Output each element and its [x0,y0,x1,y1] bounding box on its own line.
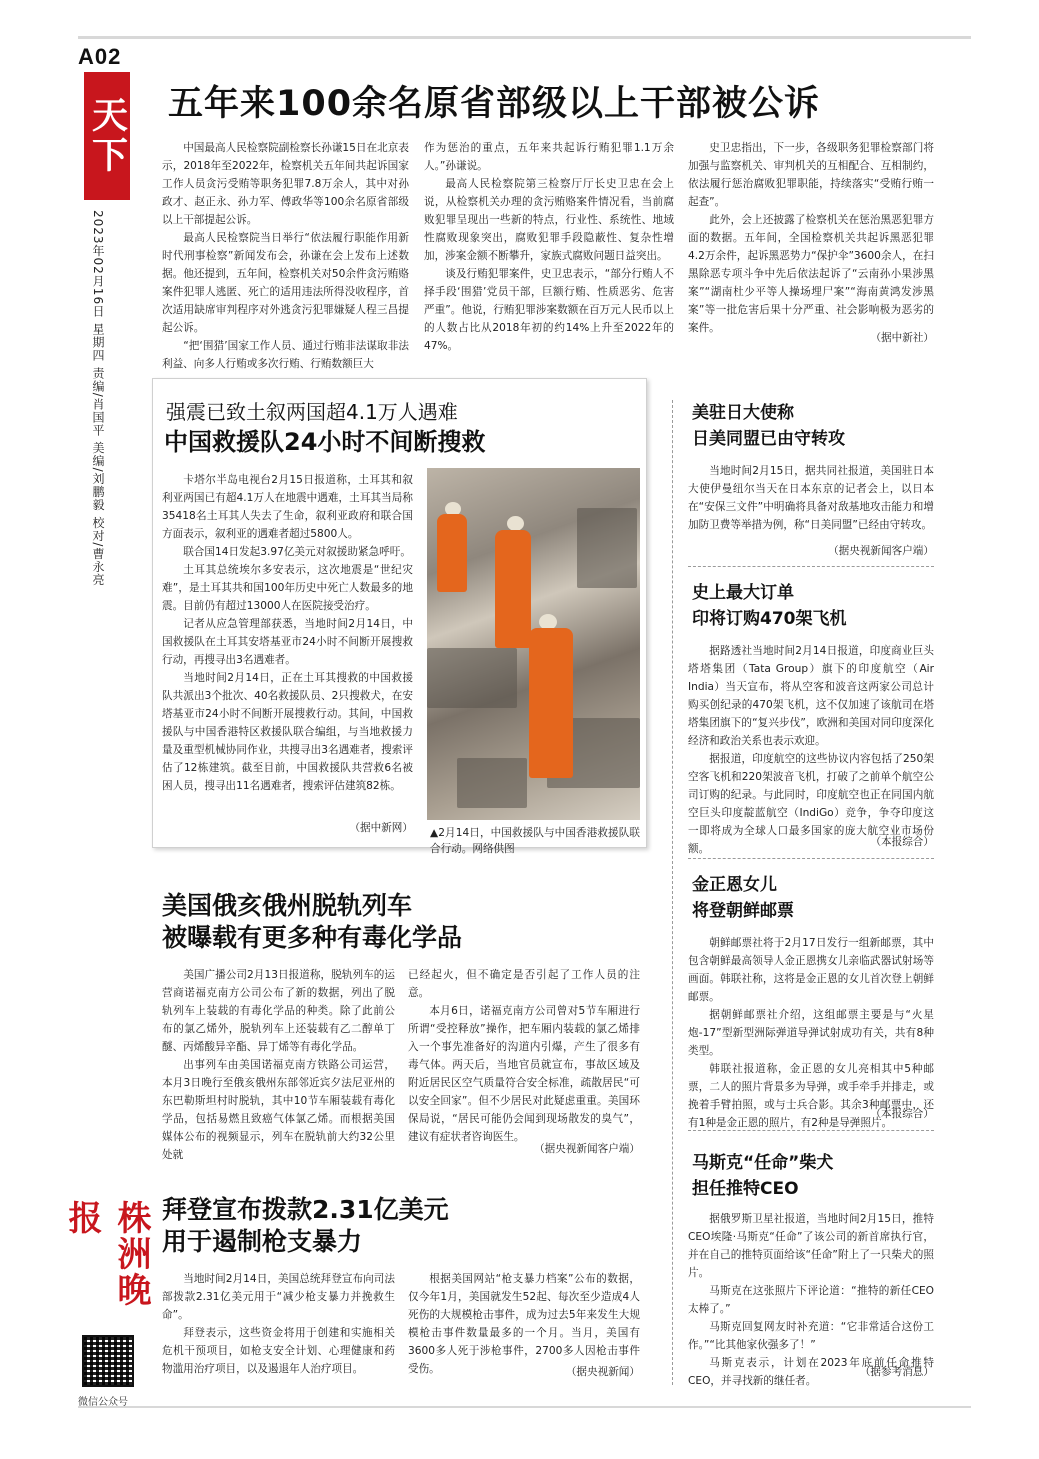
side-1-headline-1: 美驻日大使称 [692,403,794,423]
rescue-source: （据中新网） [349,822,413,834]
lead-paragraph: 最高人民检察院第三检察厅厅长史卫忠在会上说，从检察机关办理的贪污贿赂案件情况看，当前腐败犯罪呈现出一些新的特点，行业性、系统性、地域性腐败现象突出，腐败犯罪手段隐蔽性、复杂性增加，涉案金额不断攀升，家族式腐败问题日益突出。 [424,178,674,262]
lead-paragraph: 谈及行贿犯罪案件，史卫忠表示，“部分行贿人不择手段‘围猎’党员干部，巨额行贿、性质恶劣、危害严重”。他说，行贿犯罪涉案数额在百万元人民币以上的人数占比从2018年初的约14%上升至2022年的47%。 [424,268,674,352]
rescue-paragraph: 联合国14日发起3.97亿美元对叙援助紧急呼吁。 [183,546,411,558]
side-3-body [688,934,934,1132]
side-1-body [688,462,934,534]
lead-paragraph: 中国最高人民检察院副检察长孙谦15日在北京表示，2018年至2022年，检察机关五年间共起诉国家工作人员贪污受贿等职务犯罪7.8万余人，其中对孙政才、赵正永、孙力军、傅政华等100余名原省部级以上干部提起公诉。 [162,142,409,226]
lead-col-1 [162,139,409,373]
side-4-body [688,1210,934,1390]
side-paragraph: 据报道，印度航空的这些协议内容包括了250架空客飞机和220架波音飞机，打破了之前单个航空公司订购的纪录。与此同时，印度航空也正在同国内航空巨头印度靛蓝航空（IndiGo）竞争，争夺印度这一即将成为全球人口最多国家的庞大航空业市场份额。 [688,753,934,855]
train-paragraph: 美国广播公司2月13日报道称，脱轨列车的运营商诺福克南方公司公布了新的数据，列出了脱轨列车上装载的有毒化学品的种类。除了此前公布的氯乙烯外，脱轨列车上还装载有乙二醇单丁醚、丙烯酸异辛酯、异丁烯等有毒化学品。 [162,969,395,1053]
rescue-headline: 中国救援队24小时不间断搜救 [164,428,486,456]
lead-paragraph: 作为惩治的重点，五年来共起诉行贿犯罪1.1万余人。”孙谦说。 [424,142,674,172]
section-label: 天下 [84,72,130,200]
side-divider [688,566,934,567]
train-paragraph: 本月6日，诺福克南方公司曾对5节车厢进行所谓“受控释放”操作，把车厢内装载的氯乙烯排入一个事先准备好的沟道内引爆，产生了很多有毒气体。两天后，当地官员就宣布，事故区域及附近居民区空气质量符合安全标准，疏散居民“可以安全回家”。但不少居民对此疑虑重重。美国环保局说，“居民可能仍会闻到现场散发的臭气”，建议有症状者咨询医生。 [408,1005,640,1143]
side-4-headline-2: 担任推特CEO [692,1179,799,1199]
rescue-paragraph: 土耳其总统埃尔多安表示，这次地震是“世纪灾难”，是土耳其共和国100年历史中死亡人数最多的地震。目前仍有超过13000人在医院接受治疗。 [162,564,413,612]
guns-source: （据央视新闻） [565,1366,640,1378]
page-number: A02 [78,44,122,69]
qr-label: 微信公众号 [78,1397,128,1408]
train-col-2 [408,966,640,1146]
side-paragraph: 据俄罗斯卫星社报道，当地时间2月15日，推特CEO埃隆·马斯克“任命”了该公司的新首席执行官，并在自己的推特页面给该“任命”附上了一只柴犬的照片。 [688,1213,934,1279]
bottom-rule [78,1406,971,1408]
side-paragraph: 马斯克回复网友时补充道：“它非常适合这份工作。”“比其他家伙强多了！” [688,1321,934,1351]
guns-col-2 [408,1270,640,1378]
issue-info: 2023年02月16日 星期四 责编/肖国平 美编/刘鹏毅 校对/曹永亮 [91,210,105,587]
train-paragraph: 已经起火，但不确定是否引起了工作人员的注意。 [408,969,640,999]
rescue-photo [427,468,640,820]
qr-code-icon[interactable] [82,1335,134,1387]
train-source: （据央视新闻客户端） [534,1143,640,1155]
rescue-paragraph: 卡塔尔半岛电视台2月15日报道称，土耳其和叙利亚两国已有超4.1万人在地震中遇难，土耳其当局称35418名土耳其人失去了生命，叙利亚政府和联合国方面表示，叙利亚的遇难者超过5800人。 [162,474,413,540]
side-paragraph: 马斯克表示，计划在2023年底前任命推特CEO，并寻找新的继任者。 [688,1357,934,1387]
lead-col-2 [424,139,674,355]
side-3-headline-2: 将登朝鲜邮票 [692,901,794,921]
lead-paragraph: “把‘围猎’国家工作人员、通过行贿非法谋取非法利益、向多人行贿或多次行贿、行贿数额巨大 [162,340,409,370]
side-2-headline-1: 史上最大订单 [692,583,794,603]
guns-paragraph: 当地时间2月14日，美国总统拜登宣布向司法部拨款2.31亿美元用于“减少枪支暴力并挽救生命”。 [162,1273,395,1321]
guns-col-1 [162,1270,395,1378]
side-paragraph: 朝鲜邮票社将于2月17日发行一组新邮票，其中包含朝鲜最高领导人金正恩携女儿亲临武器试射场等画面。韩联社称，这将是金正恩的女儿首次登上朝鲜邮票。 [688,937,934,1003]
rescue-paragraph: 当地时间2月14日，正在土耳其搜救的中国救援队共派出3个批次、40名救援队员、2只搜救犬，在安塔基亚市24小时不间断开展搜救行动。其间，中国救援队与中国香港特区救援队联合编组，与当地救援力量及重型机械协同作业，共搜寻出3名遇难者，搜索评估了12栋建筑。截至目前，中国救援队共营救6名被困人员，搜寻出11名遇难者，搜索评估建筑82栋。 [162,672,413,792]
train-headline-2: 被曝载有更多种有毒化学品 [162,923,463,952]
train-paragraph: 出事列车由美国诺福克南方铁路公司运营，本月3日晚行至俄亥俄州东部邻近宾夕法尼亚州的东巴勒斯坦村时脱轨，其中10节车厢装载有毒化学品，包括易燃且致癌气体氯乙烯。而根据美国媒体公布的视频显示，列车在脱轨前大约32公里处就 [162,1059,395,1161]
side-divider [688,858,934,859]
newspaper-logo: 株洲晚报 [62,1200,151,1308]
side-3-headline-1: 金正恩女儿 [692,875,777,895]
side-paragraph: 韩联社报道称，金正恩的女儿亮相其中5种邮票，二人的照片背景多为导弹，或手牵手并排走，或挽着手臂拍照，或与士兵合影。其余3种邮票中，还有1种是金正恩的照片，有2种是导弹照片。 [688,1063,934,1129]
side-divider [688,1130,934,1131]
side-paragraph: 当地时间2月15日，据共同社报道，美国驻日本大使伊曼纽尔当天在日本东京的记者会上，以日本在“安保三文件”中明确将具备对敌基地攻击能力和增加防卫费等举措为例，称“日美同盟”已经由守转攻。 [688,465,934,531]
side-2-body [688,642,934,858]
column-divider [672,400,673,1385]
side-3-source: （本报综合） [870,1108,934,1120]
train-headline-1: 美国俄亥俄州脱轨列车 [162,891,413,920]
top-rule [78,36,971,39]
guns-paragraph: 根据美国网站“枪支暴力档案”公布的数据，仅今年1月，美国就发生52起、每次至少造成4人死伤的大规模枪击事件，成为过去5年来发生大规模枪击事件数量最多的一个月。当月，美国有3600多人死于涉枪事件，2700多人因枪击事件受伤。 [408,1273,640,1375]
side-4-headline-1: 马斯克“任命”柴犬 [692,1153,834,1173]
side-1-source: （据央视新闻客户端） [828,545,934,557]
side-paragraph: 据路透社当地时间2月14日报道，印度商业巨头塔塔集团（Tata Group）旗下的印度航空（Air India）当天宣布，将从空客和波音这两家公司总计购买创纪录的470架飞机，这不仅加速了该航司在塔塔集团旗下的“复兴步伐”，欧洲和美国对同印度深化经济和政治关系也表示欢迎。 [688,645,934,747]
side-4-source: （据参考消息） [859,1366,934,1378]
rescue-kicker: 强震已致土叙两国超4.1万人遇难 [166,400,458,424]
rescue-body [162,471,413,795]
lead-paragraph: 最高人民检察院当日举行“依法履行职能作用新时代刑事检察”新闻发布会，孙谦在会上发布上述数据。他还提到，五年间，检察机关对50余件贪污贿赂案件犯罪人逃匿、死亡的适用违法所得没收程序，首次适用缺席审判程序对外逃贪污犯罪嫌疑人程三昌提起公诉。 [162,232,409,334]
guns-headline-1: 拜登宣布拨款2.31亿美元 [162,1195,449,1224]
side-paragraph: 据朝鲜邮票社介绍，这组邮票主要是与“火星炮-17”型新型洲际弹道导弹试射成功有关，共有8种类型。 [688,1009,934,1057]
lead-col-3 [688,139,934,337]
side-2-headline-2: 印将订购470架飞机 [692,609,847,629]
lead-paragraph: 史卫忠指出，下一步，各级职务犯罪检察部门将加强与监察机关、审判机关的互相配合、互相制约，依法履行惩治腐败犯罪职能，持续落实“受贿行贿一起查”。 [688,142,934,208]
side-paragraph: 马斯克在这张照片下评论道：“推特的新任CEO太棒了。” [688,1285,934,1315]
rescue-paragraph: 记者从应急管理部获悉，当地时间2月14日，中国救援队在土耳其安塔基亚市24小时不间断开展搜救行动，再搜寻出3名遇难者。 [162,618,413,666]
side-1-headline-2: 日美同盟已由守转攻 [692,429,845,449]
side-2-source: （本报综合） [870,836,934,848]
lead-source: （据中新社） [870,332,934,344]
train-col-1 [162,966,395,1164]
guns-headline-2: 用于遏制枪支暴力 [162,1227,363,1256]
guns-paragraph: 拜登表示，这些资金将用于创建和实施相关危机干预项目，如枪支安全计划、心理健康和药物滥用治疗项目，以及遏退年人治疗项目。 [162,1327,395,1375]
lead-headline: 五年来100余名原省部级以上干部被公诉 [168,84,821,124]
lead-paragraph: 此外，会上还披露了检察机关在惩治黑恶犯罪方面的数据。五年间，全国检察机关共起诉黑恶犯罪4.2万余件，起诉黑恶势力“保护伞”3600余人，在扫黑除恶专项斗争中先后依法起诉了“云南孙小果涉黑案”“湖南杜少平等人操场埋尸案”“海南黄鸿发涉黑案”等一批危害后果十分严重、社会影响极为恶劣的案件。 [688,214,934,334]
photo-caption: ▲2月14日，中国救援队与中国香港救援队联合行动。网络供图 [430,827,640,855]
